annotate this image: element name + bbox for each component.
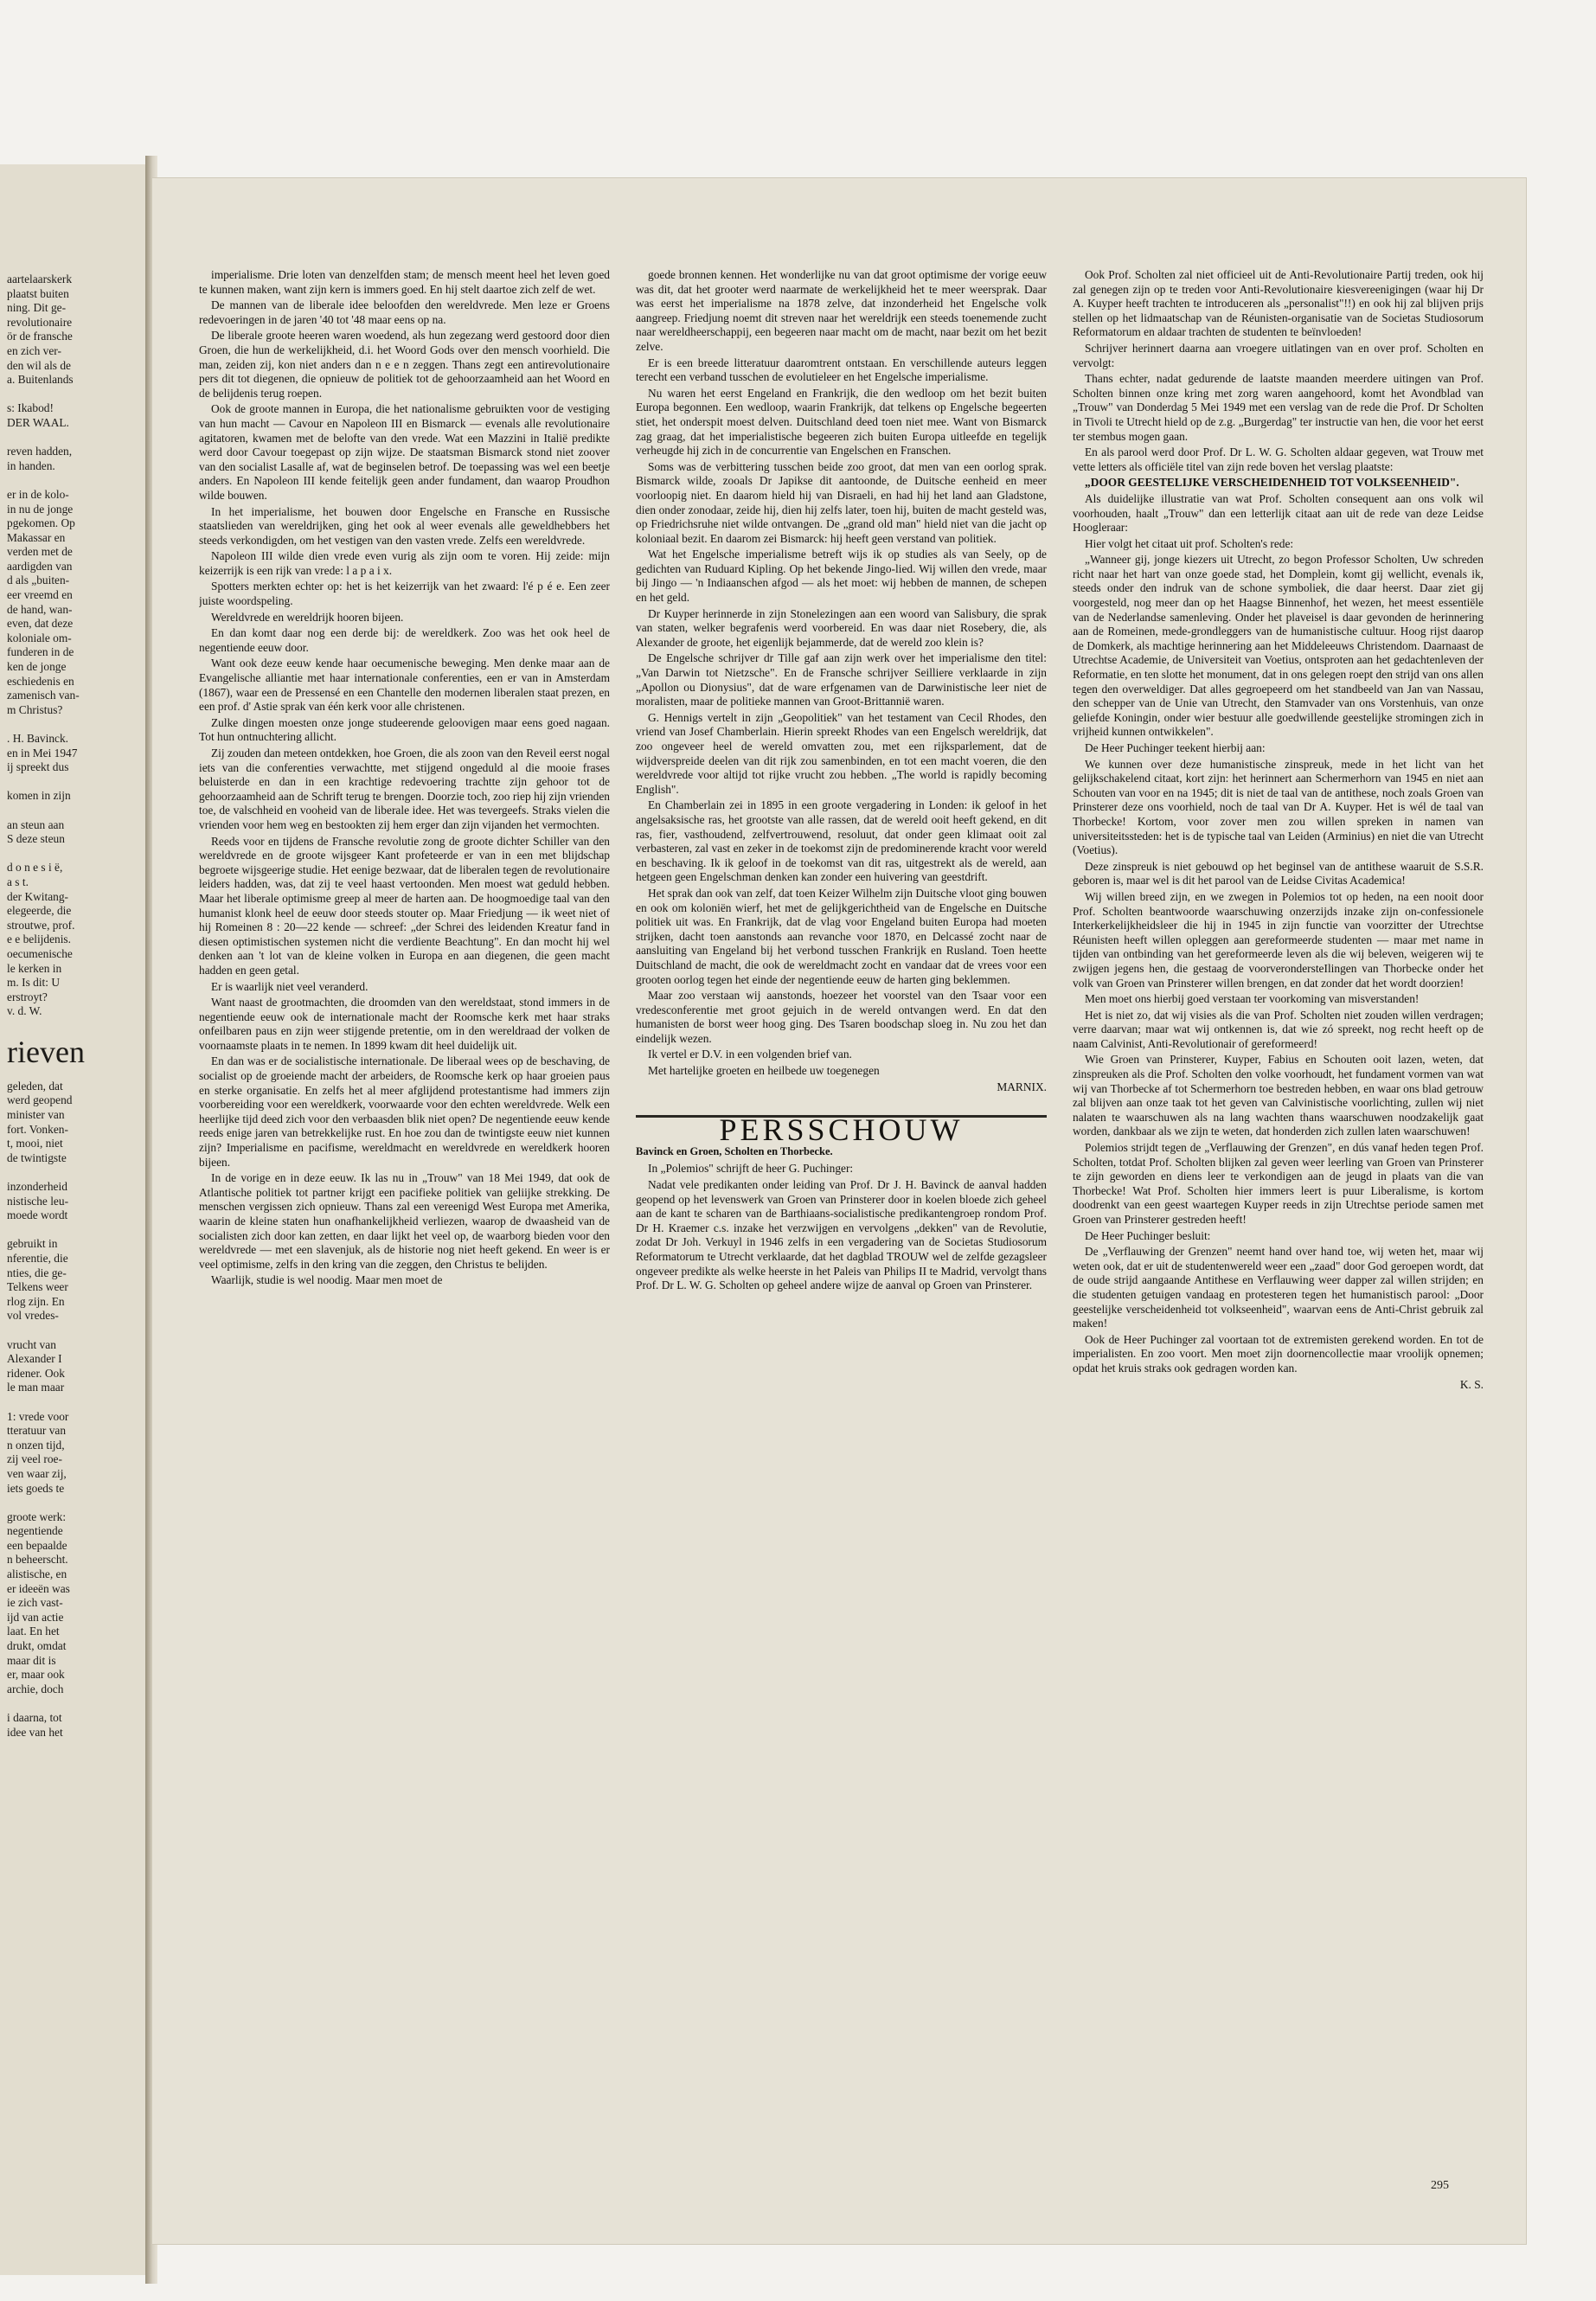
previous-page-line (7, 775, 137, 790)
article-paragraph: Het is niet zo, dat wij visies als die van Prof. Scholten niet zouden willen verdragen; verre daarvan; maar wat wij ontkennen is, dat wie zó spreekt, nog recht heeft op de naam Calvinist, Anti-Revolutionair of gereformeerd! (1073, 1008, 1484, 1050)
article-paragraph: Zulke dingen moesten onze jonge studeerende geloovigen maar eens goed nagaan. Tot hun ontnuchtering allicht. (199, 715, 610, 744)
article-paragraph: Ook de groote mannen in Europa, die het nationalisme gebruikten voor de vestiging van hun macht — Cavour en Napoleon III en Bismarck — evenals alle revolutionaire agitatoren, kwamen met de belofte van den vrede. Wat een Mazzini in Italië predikte werd door Cavour toegepast op zijn wijze. De staatsman Bismarck stond niet zoover van den socialist Lasalle af, wat de beginselen betrof. De toepassing was wel een beetje anders. En Napoleon III kende feitelijk geen ander fundament, dan waarop Proudhon wilde bouwen. (199, 402, 610, 502)
article-paragraph: „Wanneer gij, jonge kiezers uit Utrecht, zo begon Professor Scholten, Uw schreden richt naar het hart van onze goede stad, het Domplein, komt gij wellicht, evenals ik, steeds onder den indruk van de schone symboliek, die daar heerst. Daar ziet gij voorgesteld, nog meer dan op het Haagse Binnenhof, het wezen, het meest essentiële van de Nederlandse samenleving. Onder het plaveisel is daar gevonden de herinnering aan de Romeinen, mede-grondleggers van de humanistische cultuur. Hoog rijst daarop de Domkerk, als machtige herinnering aan het Middeleeuws Christendom. Daarnaast de Utrechtse Academie, de Universiteit van Voetius, ontsproten aan het gedachtenleven der Reformatie, en ten slotte het monument, dat in ons gelegen roept den strijd van ons allen tegen den overweldiger. Dat alles gegroepeerd om het standbeeld van Jan van Nassau, den schepper van de Unie van Utrecht, den Stamvader van ons Vorstenhuis, van onze geliefde Koningin, onder wier bestuur alle goedwillende geestelijke stromingen zich in vrijheid kunnen ontwikkelen". (1073, 553, 1484, 739)
previous-page-line: en zich ver- (7, 343, 61, 357)
previous-page-line: en in Mei 1947 (7, 746, 78, 760)
article-paragraph: Schrijver herinnert daarna aan vroegere uitlatingen van en over prof. Scholten en vervolgt: (1073, 341, 1484, 369)
previous-page-line: een bepaalde (7, 1538, 67, 1552)
previous-page-line: ning. Dit ge- (7, 301, 67, 315)
article-signature: MARNIX. (997, 1080, 1047, 1093)
article-paragraph: De Engelsche schrijver dr Tille gaf aan zijn werk over het imperialisme den titel: „Van Darwin tot Nietzsche". En de Fransche schrijver Seilliere verklaarde in zijn „Apollon ou Dionysius", dat de ware erfgenamen van de Darwinistische leer niet de moralisten, maar de politieke mannen van Groot-Brittannië waren. (636, 651, 1047, 708)
previous-page-line: tteratuur van (7, 1424, 67, 1438)
article-paragraph: Men moet ons hierbij goed verstaan ter voorkoming van misverstanden! (1085, 992, 1420, 1006)
previous-page-line: nistische leu- (7, 1194, 69, 1208)
previous-page-line: negentiende (7, 1524, 63, 1538)
previous-page-line: v. d. W. (7, 1004, 42, 1018)
previous-page-line: koloniale om- (7, 631, 72, 644)
previous-page-line (7, 431, 137, 445)
article-paragraph: De Heer Puchinger besluit: (1085, 1228, 1211, 1242)
previous-page-line: den wil als de (7, 358, 72, 372)
article-paragraph: Wie Groen van Prinsterer, Kuyper, Fabius en Schouten ooit lazen, weten, dat zinspreuken als die Prof. Scholten den volke voorhoudt, het fundament vormen van wat wij van Thorbecke af tot Schermerhorn toe bestreden hebben, en waar ons blad getrouw zal blijven aan onze taak tot het geven van Calvinistische voorlichting, zullen wij niet nalaten te waarschuwen als na lang wachten thans waarschuwen noodzakelijk gaat worden, dankbaar als we zijn te weten, dat honderden zich zullen laten waarschuwen! (1073, 1053, 1484, 1138)
previous-page-line: oecumenische (7, 946, 73, 960)
previous-page-line: d o n e s i ë, (7, 861, 63, 875)
previous-page-line: ie zich vast- (7, 1596, 63, 1610)
previous-page-line: minister van (7, 1108, 65, 1122)
article-paragraph: De „Verflauwing der Grenzen" neemt hand over hand toe, wij weten het, maar wij weten ook, dat er uit de studentenwereld weer een „zaad" door God geroepen wordt, dat de oude strijd aangaande Antithese en Verflauwing weer dapper zal willen strijden; en die studenten getuigen vandaag en protesteren tegen het humanistisch parool: „Door geestelijke verscheidenheid tot volkseenheid", waarvan eens de Anti-Christ gebruik zal maken! (1073, 1245, 1484, 1330)
previous-page-line: alistische, en (7, 1567, 67, 1581)
article-paragraph: Ook Prof. Scholten zal niet officieel uit de Anti-Revolutionaire Partij treden, ook hij zal genegen zijn op te treden voor Anti-Revolutionaire kiesvereenigingen (waar hij Dr A. Kuyper heeft trachten te introduceren als „personalist"!!) en ook hij zal blijven prijs stellen op het lidmaatschap van de Réunisten-organisatie van de Societas Studiosorum Reformatorum en aldaar trachten de studenten te beïnvloeden! (1073, 268, 1484, 339)
article-paragraph: Met hartelijke groeten en heilbede uw toegenegen (648, 1064, 880, 1078)
previous-page-line: komen in zijn (7, 789, 71, 803)
previous-page-line: Makassar en (7, 530, 66, 544)
article-paragraph: G. Hennigs vertelt in zijn „Geopolitiek" van het testament van Cecil Rhodes, den vriend van Josef Chamberlain. Hierin spreekt Rhodes van een Engelsch wereldrijk, dat zoo ongeveer heel de wereld omvatten zou, met een rijksparlement, dat de wijdverspreide deelen van dit rijk zou samenbinden, en tot een macht voeren, die den wereldvrede voor altijd tot rijke vrucht zou hebben. „The world is rapidly becoming English". (636, 710, 1047, 796)
article-paragraph: Wij willen breed zijn, en we zwegen in Polemios tot op heden, na een nooit door Prof. Scholten beantwoorde waarschuwing onzerzijds inzake zijn on-confessionele Interkerkelijkheidsleer die hij in 1945 in zijn functie van voorzitter der Utrechtse Réunisten heeft willen opleggen aan gereformeerde studenten — maar met name in tijden van ontbinding van het gereformeerde leven als die wij beleven, weigeren wij te zwijgen jegens hen, die gestaag de voorverondersteIlingen van Thorbecke onder het volk van Groen van Prinsterer willen brengen, en dat zonder dat het wordt doorzien! (1073, 889, 1484, 990)
previous-page-line: archie, doch (7, 1682, 64, 1695)
previous-page-line: verden met de (7, 545, 73, 559)
previous-page-line (7, 1324, 137, 1338)
previous-page-line: eschiedenis en (7, 674, 74, 688)
previous-page-line (7, 804, 137, 818)
previous-page-line (7, 1395, 137, 1410)
previous-page-line: er ideeën was (7, 1581, 70, 1595)
previous-page-line: idee van het (7, 1725, 63, 1739)
article-paragraph: Er is een breede litteratuur daaromtrent ontstaan. En verschillende auteurs leggen terecht een verband tusschen de evolutieleer en het Engelsche imperialisme. (636, 356, 1047, 384)
article-paragraph: „DOOR GEESTELIJKE VERSCHEIDENHEID TOT VOLKSEENHEID". (1085, 476, 1459, 490)
article-paragraph: Waarlijk, studie is wel noodig. Maar men moet de (211, 1273, 443, 1287)
previous-page-line: zamenisch van- (7, 689, 80, 702)
page-number: 295 (1431, 2179, 1449, 2192)
article-paragraph: We kunnen over deze humanistische zinspreuk, mede in het licht van het gelijkschakelend citaat, kort zijn: het herinnert aan Schermerhorn van 1945 en niet aan Schouten van voor en na 1945; dit is niet de taal van de antithese, noch zoals Groen van Prinsterer deze ons voorhield, noch de taal van Dr A. Kuyper. Het is wél de taal van Thorbecke! Kortom, voor zover men zou willen spreken in namen van universiteitssteden: het is de typische taal van Leiden (Arminius) en niet die van Utrecht (Voetius). (1073, 757, 1484, 857)
article-paragraph: Reeds voor en tijdens de Fransche revolutie zong de groote dichter Schiller van den wereldvrede en de groote wijsgeer Kant profeteerde er van in een met blijdschap begroete wijsgeerige studie. Het eenige bezwaar, dat de liberalen tegen de revolutionaire leiders hadden, was, dat zij te veel haast vertoonden. Men moest wat geduld hebben. Maar het liberale optimisme greep al meer de harten aan. De hoogmoedige taal van den humanist klonk heel de eeuw door steeds stouter op. Maar Friedjung — ik weet niet of hij Romeinen 8 : 20—22 kende — schreef: „der Schrei des leidenden Kreatur fand in diesen optimistischen systemen nicht die verdiente Beachtung". En dan mocht hij wel denken aan 't lot van de kleine volken in Europa en aan diegenen, die geen macht hadden en geen getal. (199, 834, 610, 977)
previous-page-line: n onzen tijd, (7, 1438, 65, 1452)
article-paragraph: Polemios strijdt tegen de „Verflauwing der Grenzen", en dús vanaf heden tegen Prof. Scholten, totdat Prof. Scholten blijken zal geven weer leerling van Groen van Prinsterer te zijn geworden en diens leer te verkondigen aan de jeugd in plaats van die van Thorbecke! Wat Prof. Scholten hier immers leert is puur Liberalisme, is kortom doodrenkt van een geest waartegen Kuyper reeds in zijn Utrechtse periode samen met Groen van Prinsterer gestreden heeft! (1073, 1141, 1484, 1226)
previous-page-line: ven waar zij, (7, 1466, 67, 1480)
article-paragraph: En dan komt daar nog een derde bij: de wereldkerk. Zoo was het ook heel de negentiende eeuw door. (199, 626, 610, 654)
section-subtitle: Bavinck en Groen, Scholten en Thorbecke. (636, 1144, 833, 1157)
previous-page-line: rlog zijn. En (7, 1294, 65, 1308)
previous-page-line: Telkens weer (7, 1280, 68, 1294)
newspaper-page (151, 177, 1527, 2245)
article-paragraph: De Heer Puchinger teekent hierbij aan: (1085, 741, 1266, 754)
section-paragraph: In „Polemios" schrijft de heer G. Puchinger: (648, 1162, 854, 1176)
article-paragraph: Zij zouden dan meteen ontdekken, hoe Groen, die als zoon van den Reveil eerst nogal iets van die conferenties verwachtte, met stijgend ongeduld al die mooie frases beluisterde en dan in een krachtige redevoering trachtte zijn gehoor tot de gehoorzaamheid aan de Schrift terug te brengen. Doorzie toch, zoo riep hij zijn vrienden toe, de valschheid en vooheid van de liberale idee. Het was tevergeefs. Straks vielen die vrienden voor hem weg en bestookten zij hem erger dan zijn vijanden het vermochten. (199, 747, 610, 831)
article-paragraph: Als duidelijke illustratie van wat Prof. Scholten consequent aan ons volk wil voorhouden, haalt „Trouw" dan een letterlijk citaat aan uit de rede van deze Leidse Hoogleraar: (1073, 491, 1484, 535)
previous-page-line: funderen in de (7, 645, 74, 659)
previous-page-line: er in de kolo- (7, 487, 69, 501)
previous-page-line (7, 1165, 137, 1180)
previous-page-line: eer vreemd en (7, 588, 73, 602)
article-signature: K. S. (1459, 1377, 1484, 1391)
section-paragraph: Nadat vele predikanten onder leiding van Prof. Dr J. H. Bavinck de aanval hadden geopend op het levenswerk van Groen van Prinsterer door in koelen bloede zich geheel aan de kant te scharen van de Barthiaans-socialistische predikantengroep rondom Prof. Dr H. Kraemer c.s. inzake het verzwijgen en vervolgens „dekken" van de Revolutie, zodat Dr Joh. Verkuyl in 1946 zelfs in een vergadering van de Societas Studiosorum Reformatorum te Utrecht verklaarde, dat het dagblad TROUW wel de zelfde gezagsleer ongeveer predikte als welke heerste in het Paleis van Philips II te Madrid, vervolgt thans Prof. Dr L. W. G. Scholten op geheel andere wijze de aanval op Groen van Prinsterer. (636, 1178, 1047, 1292)
article-paragraph: Wereldvrede en wereldrijk hooren bijeen. (211, 610, 404, 624)
previous-page-line: fort. Vonken- (7, 1122, 68, 1136)
previous-page-line: zij veel roe- (7, 1452, 62, 1466)
article-paragraph: Ook de Heer Puchinger zal voortaan tot de extremisten gerekend worden. En tot de imperialisten. En zoo voort. Men moet zijn doornencollectie maar vroolijk opnemen; opdat het kruis straks ook gedragen worden kan. (1073, 1332, 1484, 1375)
article-paragraph: Hier volgt het citaat uit prof. Scholten's rede: (1085, 536, 1294, 550)
previous-page-line: er, maar ook (7, 1668, 65, 1682)
article-paragraph: Want naast de grootmachten, die droomden van den wereldstaat, stond immers in de negentiende eeuw ook de internationale macht der Roomsche kerk met haar straks onfeilbaren paus en zijn weer stijgende pretentie, om in den wereldraad der volken de voornaamste plaats in te nemen. In 1899 kwam dit heel duidelijk uit. (199, 996, 610, 1052)
article-paragraph: goede bronnen kennen. Het wonderlijke nu van dat groot optimisme der vorige eeuw was dit, dat het grooter werd naarmate de werkelijkheid het te meer weersprak. Daar was eerst het imperialisme na 1878 zelve, dat inzonderheid het Engelsche volk aangreep. Friedjung noemt dit streven naar het wereldrijk een steeds toenemende zucht naar wereldheerschappij, een begeeren naar macht om de macht, naar bezit om het bezit zelve. (636, 268, 1047, 353)
previous-page-line: m Christus? (7, 702, 63, 716)
article-column-3 (1073, 268, 1484, 2184)
previous-page-line: aartelaarskerk (7, 272, 73, 285)
article-paragraph: De liberale groote heeren waren woedend, als hun zegezang werd gestoord door dien Groen, die hun de werkelijkheid, d.i. het Woord Gods over den mensch voorhield. Die man, zeiden zij, kon niet anders dan n e e n zeggen. Thans zegt een antirevolutionaire pers dit tot diegenen, die opnieuw de politiek tot de gehoorzaamheid aan het Woord en de belijdenis terug roepen. (199, 329, 610, 400)
article-paragraph: Want ook deze eeuw kende haar oecumenische beweging. Men denke maar aan de Evangelische alliantie met haar internationale conferenties, een er van in Amsterdam (1867), waar een de Pressensé en een Chantelle den modernen liberalen staat prezen, en een prof. d' Astie sprak van één kerk voor alle christenen. (199, 657, 610, 714)
previous-page-line: a. Buitenlands (7, 373, 74, 387)
article-paragraph: En Chamberlain zei in 1895 in een groote vergadering in Londen: ik geloof in het angelsaksische ras, het grootste van alle rassen, dat de wereld ooit heeft gekend, en dit ras, fier, vasthoudend, zelfvertrouwend, resoluut, dat onder geen klimaat ooit zal verbasteren, zal vast en zeker in de toekomst zijn de predominerende kracht voor wereld en beschaving. Ik ik geloof in de toekomst van dit ras, uitgestrekt als de wereld, aan hetgeen geen Engelschman denken kan zonder een huivering van geestdrift. (636, 798, 1047, 884)
previous-page-line (7, 1696, 137, 1711)
article-paragraph: En als parool werd door Prof. Dr L. W. G. Scholten aldaar gegeven, wat Trouw met vette letters als officiële titel van zijn rede boven het verslag plaatste: (1073, 445, 1484, 473)
previous-page-line: ijd van actie (7, 1610, 64, 1624)
previous-page-line: e e belijdenis. (7, 933, 71, 946)
article-paragraph: Het sprak dan ook van zelf, dat toen Keizer Wilhelm zijn Duitsche vloot ging bouwen en ook om koloniën wierf, het met de gelijkgerichtheid van de Engelsche en Duitsche politiek uit was. En Frankrijk, dat de vlag voor Engeland buiten Europa had moeten strijken, dacht toen aanstonds aan revanche voor 1870, en Delcassé zocht naar de aansluiting van Engeland bij het verbond tusschen Frankrijk en Rusland. Toen heette Duitschland de macht, die ook de wereldmacht zocht en vandaar dat de vrees voor een grooten oorlog tegen het einde der negentiende eeuw de harten ging beklemmen. (636, 886, 1047, 986)
previous-page-line: m. Is dit: U (7, 976, 61, 990)
previous-page-column (7, 272, 137, 2275)
previous-page-line: ridener. Ook (7, 1366, 65, 1380)
article-paragraph: Ik vertel er D.V. in een volgenden brief van. (648, 1048, 852, 1061)
article-paragraph: In het imperialisme, het bouwen door Engelsche en Fransche en Russische staatslieden van wereldrijken, ging het ook al weer evenals alle geweldhebbers het steeds verkondigden, om het vestigen van den vasten vrede. Zelfs een wereldvrede. (199, 504, 610, 547)
article-paragraph: Er is waarlijk niet veel veranderd. (211, 979, 369, 993)
article-paragraph: De mannen van de liberale idee beloofden den wereldvrede. Men leze er Groens redevoeringen in de jaren '40 tot '48 maar eens op na. (199, 298, 610, 326)
previous-page-line: elegeerde, die (7, 904, 72, 918)
previous-page-line: geleden, dat (7, 1079, 63, 1093)
previous-page-line: S deze steun (7, 832, 65, 846)
previous-page-line: DER WAAL. (7, 415, 69, 429)
previous-page-line: a s t. (7, 875, 29, 888)
previous-page-line: le kerken in (7, 961, 62, 975)
article-paragraph: Wat het Engelsche imperialisme betreft wijs ik op studies als van Seely, op de gedichten van Ruduard Kipling. Op het bekende Jingo-lied. Wij willen den vrede, maar bij Jingo — 'n Indiaanschen afgod — als het moet: wij hebben de mannen, de schepen en het geld. (636, 548, 1047, 605)
previous-page-line: plaatst buiten (7, 286, 69, 300)
previous-page-line: maar dit is (7, 1653, 56, 1667)
previous-page-line: vrucht van (7, 1337, 56, 1351)
previous-page-line: groote werk: (7, 1509, 67, 1523)
article-paragraph: Nu waren het eerst Engeland en Frankrijk, die den wedloop om het bezit buiten Europa begonnen. Een wedloop, waarin Frankrijk, dat telkens op Engelsche begeerten stiet, het onderspit moest delven. Duitschland deed toen niet mee. Want von Bismarck zag graag, dat het imperialistische begeeren zich buiten Europa uitleefde en tegelijk verheugde hij zich in de concurrentie van Engelschen en Franschen. (636, 386, 1047, 458)
previous-page-line: drukt, omdat (7, 1639, 67, 1653)
previous-page-line: Alexander I (7, 1352, 62, 1366)
previous-page-line: ör de fransche (7, 330, 73, 343)
previous-page-line: erstroyt? (7, 990, 48, 1003)
previous-page-line: vol vredes- (7, 1309, 59, 1323)
previous-page-line (7, 1223, 137, 1238)
article-column-2 (636, 268, 1047, 2184)
previous-page-line: reven hadden, (7, 445, 73, 458)
article-paragraph: In de vorige en in deze eeuw. Ik las nu in „Trouw" van 18 Mei 1949, dat ook de Atlantische politiek tot partner krijgt een pacifieke politiek van geliijke strekking. De menschen vergissen zich opnieuw. Thans zal een vereenigd West Europa met Amerika, waarin de kleine staten hun onafhankelijkheid verliezen, waarop de dwaasheid van de socialisten zich door kan zetten, en daar lijkt het veel op, de waarborg bieden voor den wereldvrede — met een slavenjuk, als de historie nog niet heeft gekend. En weer is er veel optimisme, zelfs in den kring van die zeggen, den Christus te belijden. (199, 1171, 610, 1271)
previous-page-line: de twintigste (7, 1150, 67, 1164)
previous-page-line: aardigden van (7, 559, 73, 573)
article-paragraph: Thans echter, nadat gedurende de laatste maanden meerdere uitingen van Prof. Scholten binnen onze kring met zorg waren aangehoord, komt het Avondblad van „Trouw" van Donderdag 5 Mei 1949 met een verslag van de rede die Prof. Dr Scholten in Tivoli te Utrecht hield op de z.g. „Burgerdag" ter instructie van hen, die voor het eerst ter stembus mogen gaan. (1073, 372, 1484, 443)
previous-page-line: inzonderheid (7, 1180, 67, 1194)
article-paragraph: Napoleon III wilde dien vrede even vurig als zijn oom te voren. Hij zeide: mijn keizerrijk is een rijk van vrede: l a p a i x. (199, 549, 610, 577)
previous-page-line: nties, die ge- (7, 1266, 67, 1279)
previous-page-line: t, mooi, niet (7, 1137, 63, 1150)
previous-page-line: in nu de jonge (7, 502, 74, 516)
previous-page-line: ij spreekt dus (7, 760, 69, 774)
previous-page-line (7, 1496, 137, 1510)
previous-page-line (7, 717, 137, 732)
article-paragraph: imperialisme. Drie loten van denzelfden stam; de mensch meent heel het leven goed te kunnen maken, want zijn kern is immers goed. En hij stelt daartoe zich zelf de wet. (199, 268, 610, 296)
previous-page-heading: rieven (7, 1034, 85, 1069)
previous-page-line (7, 388, 137, 402)
previous-page-line: revolutionaire (7, 315, 73, 329)
previous-page-line: i daarna, tot (7, 1711, 62, 1724)
previous-page-line: le man maar (7, 1381, 65, 1394)
previous-page-line: even, dat deze (7, 617, 74, 631)
previous-page-line: werd geopend (7, 1093, 73, 1107)
previous-page-line: iets goeds te (7, 1481, 65, 1495)
previous-page-line: laat. En het (7, 1625, 60, 1638)
previous-page-line: an steun aan (7, 817, 65, 831)
previous-page-line: . H. Bavinck. (7, 732, 69, 745)
previous-page-line (7, 847, 137, 862)
section-title: PERSSCHOUW (719, 1112, 964, 1148)
previous-page-line: in handen. (7, 458, 55, 472)
previous-page-line: moede wordt (7, 1208, 68, 1222)
article-paragraph: Maar zoo verstaan wij aanstonds, hoezeer het voorstel van den Tsaar voor een vredesconferentie met groot gejuich in de wereld ontvangen werd. En dat den humanisten de borst weer hoog ging. Des Tsaren boodschap sloeg in. Nu zou het dan eindelijk wezen. (636, 989, 1047, 1045)
article-paragraph: En dan was er de socialistische internationale. De liberaal wees op de beschaving, de socialist op de groeiende macht der arbeiders, de Roomsche kerk op haar groeien paus en sterke organisatie. En zelfs het al meer afglijdend protestantisme had immers zijn voorbereiding voor een wereldkerk, voorwaarde voor den echten wereldvrede. Welk een heerlijke tijd deed zich voor den verbaasden blik niet open? De negentiende eeuw kende reeds enige jaren van betrekkelijke rust. En hoe zou dan de twintigste eeuw niet kunnen zijn? Imperialisme en pacifisme, wereldmacht en wereldvrede en wereldkerk hooren bijeen. (199, 1054, 610, 1169)
previous-page-line: pgekomen. Op (7, 516, 75, 530)
previous-page-line: nferentie, die (7, 1252, 68, 1265)
article-column-1 (199, 268, 610, 2184)
article-paragraph: Dr Kuyper herinnerde in zijn Stonelezingen aan een woord van Salisbury, die sprak van staten, welker begrafenis werd voorbereid. En was daar niet Rosebery, die, als Alexander de groote, het eigenlijk bejammerde, dat de wereld zoo klein is? (636, 606, 1047, 649)
previous-page-line: stroutwe, prof. (7, 918, 75, 932)
article-paragraph: Spotters merkten echter op: het is het keizerrijk van het zwaard: l'é p é e. Een zeer juiste woordspeling. (199, 580, 610, 608)
previous-page-line: s: Ikabod! (7, 401, 54, 415)
previous-page-line: der Kwitang- (7, 889, 69, 903)
article-paragraph: Soms was de verbittering tusschen beide zoo groot, dat men van een oorlog sprak. Bismarck wilde, zooals Dr Japikse dit aantoonde, de Duitsche eenheid en meer voorloopig niet. En daarom hield hij van Disraeli, en had hij het land aan Gladstone, dien onder zonodaar, zeide hij, dien hij zelfs later, toen hij, buiten de macht gesteld was, op Friedrichsruhe niet wilde ontvangen. De „grand old man" hield niet van die jacht op koloniaal bezit. En daarom zei Bismarck: hij heeft geen verstand van politiek. (636, 459, 1047, 545)
previous-page-line (7, 473, 137, 488)
previous-page-line: d als „buiten- (7, 574, 70, 587)
previous-page-line: ken de jonge (7, 660, 67, 674)
previous-page-strip (0, 164, 149, 2275)
previous-page-line: n beheerscht. (7, 1553, 68, 1567)
previous-page-line: de hand, wan- (7, 602, 73, 616)
article-paragraph: Deze zinspreuk is niet gebouwd op het beginsel van de antithese waaruit de S.S.R. geboren is, maar wel is dit het parool van de Leidse Civitas Academica! (1073, 859, 1484, 888)
previous-page-line: 1: vrede voor (7, 1409, 69, 1423)
previous-page-line: gebruikt in (7, 1237, 58, 1251)
